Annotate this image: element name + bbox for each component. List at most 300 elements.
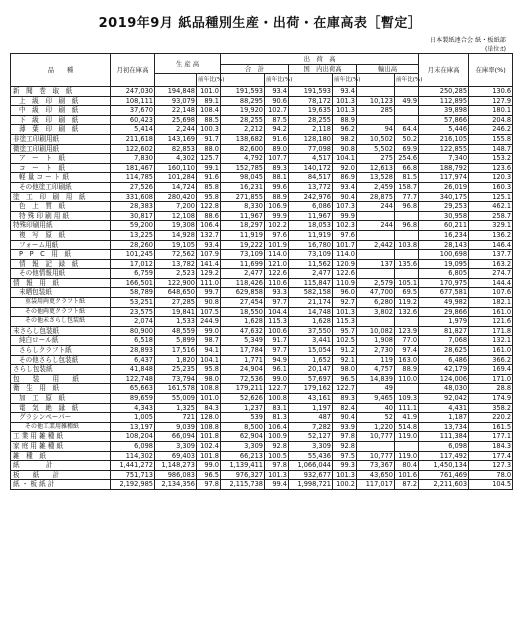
table-row: [11, 269, 513, 279]
cell-closing-stock: 761,469: [419, 470, 469, 480]
cell-production: 48,559: [155, 326, 197, 336]
cell-closing-stock: 170,975: [419, 278, 469, 288]
cell-production-yoy: 108.8: [197, 384, 221, 394]
cell-shipments-total: 66,213: [221, 451, 265, 461]
table-row: [11, 384, 513, 394]
cell-export-yoy: 119.2: [395, 298, 419, 308]
cell-domestic: 179,162: [289, 384, 333, 394]
table-row: [11, 96, 513, 106]
cell-shipments-total: 1,139,411: [221, 461, 265, 471]
cell-shipments-total-yoy: 115.3: [265, 317, 289, 327]
table-row: [11, 163, 513, 173]
cell-shipments-total: 88,295: [221, 96, 265, 106]
cell-domestic-yoy: 120.9: [333, 259, 357, 269]
cell-production-yoy: 98.0: [197, 374, 221, 384]
cell-shipments-total-yoy: 106.4: [265, 422, 289, 432]
cell-shipments-total-yoy: 94.9: [265, 355, 289, 365]
cell-production-yoy: 101.8: [197, 451, 221, 461]
cell-export: 10,082: [357, 326, 395, 336]
cell-export-yoy: 123.9: [395, 326, 419, 336]
cell-closing-stock: 2,211,603: [419, 480, 469, 490]
cell-stock-rate: 123.6: [469, 163, 513, 173]
cell-closing-stock: 16,234: [419, 230, 469, 240]
cell-domestic-yoy: 91.2: [333, 346, 357, 356]
cell-stock-rate: 358.2: [469, 403, 513, 413]
cell-closing-stock: 122,855: [419, 144, 469, 154]
cell-domestic-yoy: 100.2: [333, 480, 357, 490]
cell-opening-stock: 2,074: [111, 317, 155, 327]
cell-opening-stock: 27,526: [111, 182, 155, 192]
cell-stock-rate: 127.3: [469, 461, 513, 471]
cell-closing-stock: 677,581: [419, 288, 469, 298]
cell-export: 6,280: [357, 298, 395, 308]
cell-production-yoy: 244.9: [197, 317, 221, 327]
cell-export: 10,123: [357, 96, 395, 106]
cell-shipments-total: 539: [221, 413, 265, 423]
cell-shipments-total-yoy: 100.6: [265, 326, 289, 336]
row-label: 加 工 原 紙: [11, 394, 111, 404]
cell-stock-rate: 220.2: [469, 413, 513, 423]
cell-closing-stock: 112,895: [419, 96, 469, 106]
cell-domestic: 21,174: [289, 298, 333, 308]
table-row: [11, 173, 513, 183]
cell-export-yoy: 77.0: [395, 336, 419, 346]
row-label: 情 報 用 紙: [11, 278, 111, 288]
cell-shipments-total: 179,211: [221, 384, 265, 394]
cell-shipments-total: 191,593: [221, 87, 265, 97]
cell-export: 1,220: [357, 422, 395, 432]
table-row: [11, 288, 513, 298]
cell-production: 14,724: [155, 182, 197, 192]
cell-shipments-total-yoy: 97.7: [265, 346, 289, 356]
cell-opening-stock: 89,659: [111, 394, 155, 404]
cell-export: 119: [357, 355, 395, 365]
cell-domestic-yoy: 102.3: [333, 221, 357, 231]
cell-production-yoy: 85.8: [197, 182, 221, 192]
cell-production-yoy: 88.5: [197, 115, 221, 125]
cell-export-yoy: 96.8: [395, 221, 419, 231]
cell-export-yoy: [395, 230, 419, 240]
header-export-value: [357, 74, 395, 87]
row-label: 衛 生 用 紙: [11, 384, 111, 394]
cell-domestic-yoy: 92.8: [333, 441, 357, 451]
cell-export-yoy: 50.2: [395, 134, 419, 144]
row-label: その他両更クラフト紙: [11, 307, 111, 317]
cell-shipments-total: 2,212: [221, 125, 265, 135]
cell-closing-stock: 42,179: [419, 365, 469, 375]
cell-domestic: 1,998,721: [289, 480, 333, 490]
cell-production: 2,134,356: [155, 480, 197, 490]
cell-production: 19,308: [155, 221, 197, 231]
table-row: [11, 422, 513, 432]
table-row: [11, 365, 513, 375]
cell-production: 2,523: [155, 269, 197, 279]
cell-shipments-total-yoy: 92.8: [265, 441, 289, 451]
cell-production: 19,105: [155, 240, 197, 250]
cell-production: 17,516: [155, 346, 197, 356]
cell-export: 43,650: [357, 470, 395, 480]
header-opening-stock: 月初在庫高: [111, 54, 155, 87]
cell-shipments-total: 271,855: [221, 192, 265, 202]
cell-domestic: 18,053: [289, 221, 333, 231]
header-closing-stock: 月末在庫高: [419, 54, 469, 87]
cell-stock-rate: 366.2: [469, 355, 513, 365]
cell-domestic: 20,147: [289, 365, 333, 375]
cell-stock-rate: 132.1: [469, 336, 513, 346]
cell-stock-rate: 177.4: [469, 451, 513, 461]
cell-closing-stock: 6,098: [419, 441, 469, 451]
cell-export-yoy: 66.8: [395, 163, 419, 173]
cell-domestic: 15,054: [289, 346, 333, 356]
cell-shipments-total-yoy: 99.6: [265, 182, 289, 192]
cell-shipments-total: 28,255: [221, 115, 265, 125]
cell-shipments-total-yoy: 100.5: [265, 451, 289, 461]
cell-shipments-total: 8,330: [221, 202, 265, 212]
cell-opening-stock: 60,423: [111, 115, 155, 125]
header-stock-rate: 在庫率(%): [469, 54, 513, 87]
cell-production: 1,533: [155, 317, 197, 327]
cell-export-yoy: 88.9: [395, 365, 419, 375]
cell-shipments-total: 1,628: [221, 317, 265, 327]
cell-production: 12,108: [155, 211, 197, 221]
cell-export: 14,839: [357, 374, 395, 384]
cell-shipments-total-yoy: 100.8: [265, 394, 289, 404]
cell-export: 3,802: [357, 307, 395, 317]
cell-domestic-yoy: 97.5: [333, 451, 357, 461]
cell-closing-stock: 81,827: [419, 326, 469, 336]
row-label: 紙 計: [11, 461, 111, 471]
cell-domestic-yoy: 82.4: [333, 403, 357, 413]
table-row: [11, 480, 513, 490]
cell-opening-stock: 108,111: [111, 96, 155, 106]
cell-shipments-total-yoy: 88.1: [265, 173, 289, 183]
cell-export: 4,757: [357, 365, 395, 375]
cell-export-yoy: 49.9: [395, 96, 419, 106]
cell-export-yoy: 111.1: [395, 403, 419, 413]
cell-export-yoy: 87.2: [395, 480, 419, 490]
header-shipments: 出 荷 高: [221, 54, 419, 65]
production-shipment-inventory-table: [10, 53, 513, 490]
cell-production: 648,650: [155, 288, 197, 298]
cell-shipments-total-yoy: 83.1: [265, 403, 289, 413]
table-row: [11, 211, 513, 221]
table-row: [11, 413, 513, 423]
cell-domestic-yoy: 107.3: [333, 202, 357, 212]
cell-domestic: 2,118: [289, 125, 333, 135]
cell-production-yoy: 90.8: [197, 298, 221, 308]
cell-stock-rate: 137.7: [469, 250, 513, 260]
cell-production: 19,841: [155, 307, 197, 317]
cell-domestic: 1,652: [289, 355, 333, 365]
cell-export: [357, 115, 395, 125]
cell-production-yoy: 141.4: [197, 259, 221, 269]
cell-domestic-yoy: 110.9: [333, 278, 357, 288]
cell-domestic: 1,628: [289, 317, 333, 327]
cell-export: 52: [357, 413, 395, 423]
cell-production: 1,148,273: [155, 461, 197, 471]
row-label: 塗 工 印 刷 用 紙: [11, 192, 111, 202]
cell-opening-stock: 7,830: [111, 154, 155, 164]
cell-stock-rate: 104.5: [469, 480, 513, 490]
cell-opening-stock: 13,197: [111, 422, 155, 432]
cell-stock-rate: 329.1: [469, 221, 513, 231]
cell-domestic-yoy: 104.1: [333, 154, 357, 164]
header-domestic-shipments: 国 内出荷高: [289, 65, 357, 74]
cell-shipments-total-yoy: 99.9: [265, 211, 289, 221]
cell-export: 1,908: [357, 336, 395, 346]
cell-export: 244: [357, 221, 395, 231]
cell-export: 2,730: [357, 346, 395, 356]
cell-production-yoy: 102.4: [197, 441, 221, 451]
cell-domestic: 11,562: [289, 259, 333, 269]
cell-export-yoy: 119.0: [395, 432, 419, 442]
cell-stock-rate: 160.3: [469, 182, 513, 192]
cell-shipments-total-yoy: 87.5: [265, 115, 289, 125]
table-row: [11, 230, 513, 240]
cell-stock-rate: 121.6: [469, 317, 513, 327]
cell-domestic-yoy: 96.5: [333, 374, 357, 384]
cell-stock-rate: 78.0: [469, 470, 513, 480]
cell-opening-stock: 37,670: [111, 106, 155, 116]
row-label: ア ー ト 紙: [11, 154, 111, 164]
cell-stock-rate: 107.6: [469, 288, 513, 298]
cell-opening-stock: 181,467: [111, 163, 155, 173]
cell-shipments-total: 11,967: [221, 211, 265, 221]
cell-production-yoy: 99.0: [197, 326, 221, 336]
cell-domestic-yoy: 92.7: [333, 298, 357, 308]
cell-export: [357, 441, 395, 451]
cell-stock-rate: 258.7: [469, 211, 513, 221]
cell-domestic: 19,635: [289, 106, 333, 116]
header-production-yoy: 前年比(%): [197, 74, 221, 87]
table-row: [11, 192, 513, 202]
table-row: [11, 240, 513, 250]
cell-production-yoy: 100.3: [197, 125, 221, 135]
cell-opening-stock: 247,030: [111, 87, 155, 97]
cell-stock-rate: 169.4: [469, 365, 513, 375]
cell-domestic: 55,436: [289, 451, 333, 461]
row-label: 未晒包装紙: [11, 288, 111, 298]
cell-production-yoy: 84.3: [197, 403, 221, 413]
cell-domestic: 487: [289, 413, 333, 423]
cell-closing-stock: 39,898: [419, 106, 469, 116]
cell-export-yoy: [395, 87, 419, 97]
row-label: 未さらし包装紙: [11, 326, 111, 336]
cell-shipments-total: 8,500: [221, 422, 265, 432]
row-label: その他塗工印刷紙: [11, 182, 111, 192]
cell-production-yoy: 122.8: [197, 202, 221, 212]
row-label: 包 装 用 紙: [11, 374, 111, 384]
cell-shipments-total-yoy: 107.7: [265, 154, 289, 164]
header-total-value: [221, 74, 265, 87]
table-row: [11, 346, 513, 356]
cell-shipments-total-yoy: 97.8: [265, 461, 289, 471]
cell-shipments-total: 1,771: [221, 355, 265, 365]
cell-production: 986,083: [155, 470, 197, 480]
cell-export-yoy: 109.3: [395, 394, 419, 404]
table-row: [11, 134, 513, 144]
cell-closing-stock: 5,446: [419, 125, 469, 135]
row-label: 特殊印刷用紙: [11, 221, 111, 231]
cell-export: 117,017: [357, 480, 395, 490]
cell-production: 25,698: [155, 115, 197, 125]
cell-closing-stock: 250,285: [419, 87, 469, 97]
cell-opening-stock: 28,383: [111, 202, 155, 212]
cell-export-yoy: [395, 384, 419, 394]
cell-opening-stock: 166,501: [111, 278, 155, 288]
cell-production: 69,403: [155, 451, 197, 461]
table-row: [11, 441, 513, 451]
cell-shipments-total: 24,904: [221, 365, 265, 375]
cell-domestic-yoy: 93.4: [333, 182, 357, 192]
cell-stock-rate: 161.0: [469, 346, 513, 356]
cell-stock-rate: 171.8: [469, 326, 513, 336]
cell-stock-rate: 127.9: [469, 96, 513, 106]
cell-domestic-yoy: 90.4: [333, 192, 357, 202]
cell-export: [357, 211, 395, 221]
cell-closing-stock: 29,253: [419, 202, 469, 212]
cell-export-yoy: 254.6: [395, 154, 419, 164]
table-row: [11, 451, 513, 461]
cell-production: 280,420: [155, 192, 197, 202]
cell-shipments-total: 73,109: [221, 250, 265, 260]
cell-shipments-total-yoy: 91.7: [265, 336, 289, 346]
cell-production-yoy: 107.9: [197, 250, 221, 260]
table-row: [11, 298, 513, 308]
cell-opening-stock: 6,518: [111, 336, 155, 346]
row-label: コ ー ト 紙: [11, 163, 111, 173]
cell-domestic-yoy: 92.1: [333, 355, 357, 365]
cell-stock-rate: 161.5: [469, 422, 513, 432]
header-exports: 輸出高: [357, 65, 419, 74]
row-label: 特 殊 印 刷 用 紙: [11, 211, 111, 221]
cell-closing-stock: 30,958: [419, 211, 469, 221]
cell-stock-rate: 28.8: [469, 384, 513, 394]
cell-domestic-yoy: 93.9: [333, 422, 357, 432]
cell-opening-stock: 53,251: [111, 298, 155, 308]
row-label: 電 気 絶 縁 紙: [11, 403, 111, 413]
cell-shipments-total: 629,858: [221, 288, 265, 298]
cell-shipments-total: 2,477: [221, 269, 265, 279]
cell-production-yoy: 93.4: [197, 240, 221, 250]
cell-opening-stock: 122,748: [111, 374, 155, 384]
cell-opening-stock: 13,225: [111, 230, 155, 240]
cell-production-yoy: 88.6: [197, 211, 221, 221]
cell-export: [357, 317, 395, 327]
row-label: 板 紙 計: [11, 470, 111, 480]
cell-shipments-total-yoy: 122.6: [265, 269, 289, 279]
cell-production: 73,794: [155, 374, 197, 384]
cell-stock-rate: 182.1: [469, 298, 513, 308]
cell-domestic: 6,086: [289, 202, 333, 212]
cell-shipments-total-yoy: 89.3: [265, 163, 289, 173]
cell-production-yoy: 88.0: [197, 144, 221, 154]
cell-shipments-total: 4,792: [221, 154, 265, 164]
row-label: フォーム用紙: [11, 240, 111, 250]
cell-opening-stock: 41,848: [111, 365, 155, 375]
cell-shipments-total: 11,919: [221, 230, 265, 240]
cell-shipments-total-yoy: 93.4: [265, 87, 289, 97]
cell-shipments-total: 19,920: [221, 106, 265, 116]
cell-shipments-total-yoy: 88.9: [265, 192, 289, 202]
cell-stock-rate: 163.2: [469, 259, 513, 269]
cell-shipments-total: 11,699: [221, 259, 265, 269]
cell-shipments-total: 118,426: [221, 278, 265, 288]
cell-closing-stock: 92,042: [419, 394, 469, 404]
cell-closing-stock: 60,211: [419, 221, 469, 231]
cell-production-yoy: 99.7: [197, 288, 221, 298]
table-row: [11, 403, 513, 413]
cell-shipments-total: 47,632: [221, 326, 265, 336]
cell-production: 1,325: [155, 403, 197, 413]
cell-shipments-total-yoy: 99.0: [265, 374, 289, 384]
cell-shipments-total: 1,237: [221, 403, 265, 413]
cell-production: 194,848: [155, 87, 197, 97]
cell-export: 47,700: [357, 288, 395, 298]
cell-shipments-total: 52,626: [221, 394, 265, 404]
table-row: [11, 87, 513, 97]
cell-production: 3,309: [155, 441, 197, 451]
table-row: [11, 461, 513, 471]
cell-shipments-total-yoy: 91.6: [265, 134, 289, 144]
cell-production-yoy: 94.1: [197, 346, 221, 356]
cell-shipments-total: 98,045: [221, 173, 265, 183]
cell-opening-stock: 59,200: [111, 221, 155, 231]
cell-export: 10,777: [357, 432, 395, 442]
cell-domestic-yoy: 102.5: [333, 336, 357, 346]
row-label: さらし包装紙: [11, 365, 111, 375]
cell-domestic: 2,477: [289, 269, 333, 279]
cell-export-yoy: [395, 115, 419, 125]
cell-opening-stock: 211,618: [111, 134, 155, 144]
cell-opening-stock: 2,192,985: [111, 480, 155, 490]
table-row: [11, 307, 513, 317]
cell-production: 161,578: [155, 384, 197, 394]
cell-stock-rate: 120.3: [469, 173, 513, 183]
cell-stock-rate: 462.1: [469, 202, 513, 212]
cell-domestic: 13,772: [289, 182, 333, 192]
cell-opening-stock: 108,204: [111, 432, 155, 442]
cell-export-yoy: [395, 269, 419, 279]
cell-closing-stock: 29,866: [419, 307, 469, 317]
table-row: [11, 125, 513, 135]
cell-production-yoy: 95.8: [197, 365, 221, 375]
cell-production: 4,302: [155, 154, 197, 164]
cell-opening-stock: 65,663: [111, 384, 155, 394]
row-label: グラシンペーパー: [11, 413, 111, 423]
cell-shipments-total-yoy: 97.6: [265, 230, 289, 240]
row-label: 雑 種 紙: [11, 451, 111, 461]
cell-export-yoy: [395, 106, 419, 116]
cell-closing-stock: 1,979: [419, 317, 469, 327]
cell-domestic-yoy: 101.3: [333, 96, 357, 106]
cell-domestic-yoy: 122.6: [333, 269, 357, 279]
cell-production-yoy: 99.0: [197, 461, 221, 471]
row-label: 複 写 原 紙: [11, 230, 111, 240]
cell-domestic-yoy: 96.2: [333, 125, 357, 135]
cell-shipments-total-yoy: 81.3: [265, 413, 289, 423]
cell-domestic-yoy: 97.8: [333, 432, 357, 442]
cell-domestic-yoy: 90.4: [333, 413, 357, 423]
cell-export: [357, 230, 395, 240]
cell-domestic-yoy: 101.3: [333, 470, 357, 480]
cell-domestic-yoy: 89.3: [333, 394, 357, 404]
cell-export: 94: [357, 125, 395, 135]
cell-opening-stock: 23,575: [111, 307, 155, 317]
row-label: 下 級 印 刷 紙: [11, 115, 111, 125]
cell-shipments-total-yoy: 101.3: [265, 470, 289, 480]
cell-export-yoy: 64.4: [395, 125, 419, 135]
